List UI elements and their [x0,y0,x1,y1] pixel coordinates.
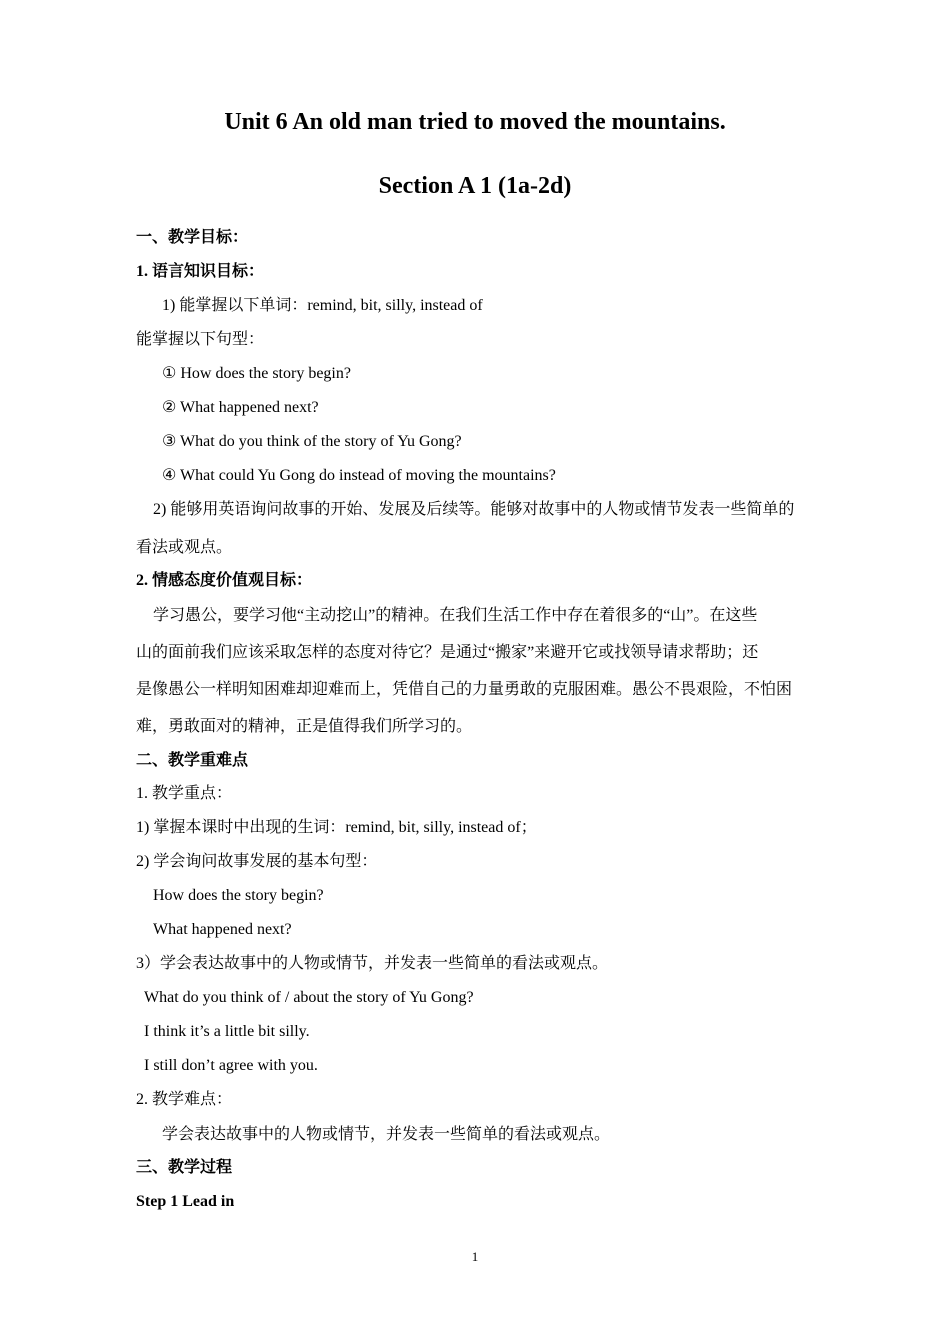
example-sentence-2: What happened next? [153,921,292,938]
list-item-pattern-2: ② What happened next? [162,399,319,416]
paragraph-values-line-4: 难，勇敢面对的精神，正是值得我们所学习的。 [136,718,473,735]
list-item-pattern-1: ① How does the story begin? [162,365,351,382]
list-item-pattern-4: ④ What could Yu Gong do instead of moving the mountains? [162,467,556,484]
paragraph-key-patterns: 2) 学会询问故事发展的基本句型： [136,853,378,870]
example-sentence-5: I still don’t agree with you. [144,1057,318,1074]
paragraph-key-vocabulary: 1) 掌握本课时中出现的生词：remind, bit, silly, instead of； [136,819,537,836]
subheading-language-knowledge: 1. 语言知识目标： [136,263,265,280]
subheading-emotional-values: 2. 情感态度价值观目标： [136,572,313,589]
section-heading-objectives: 一、教学目标： [136,229,249,246]
subheading-difficulty: 2. 教学难点： [136,1091,233,1108]
paragraph-ability-line-1: 2) 能够用英语询问故事的开始、发展及后续等。能够对故事中的人物或情节发表一些简单的 [153,501,795,518]
subheading-key-focus: 1. 教学重点： [136,785,233,802]
paragraph-vocabulary: 1) 能掌握以下单词：remind, bit, silly, instead of [162,297,483,314]
example-sentence-1: How does the story begin? [153,887,324,904]
document-title: Unit 6 An old man tried to moved the mountains. [224,109,726,135]
section-heading-key-points: 二、教学重难点 [136,752,249,769]
paragraph-sentence-patterns: 能掌握以下句型： [136,331,265,348]
section-heading-process: 三、教学过程 [136,1159,233,1176]
paragraph-values-line-3: 是像愚公一样明知困难却迎难而上，凭借自己的力量勇敢的克服困难。愚公不畏艰险，不怕困 [136,681,793,698]
paragraph-difficulty: 学会表达故事中的人物或情节，并发表一些简单的看法或观点。 [162,1126,611,1143]
paragraph-express-opinions: 3）学会表达故事中的人物或情节，并发表一些简单的看法或观点。 [136,955,609,972]
example-sentence-4: I think it’s a little bit silly. [144,1023,310,1040]
paragraph-ability-line-2: 看法或观点。 [136,539,233,556]
step-heading-lead-in: Step 1 Lead in [136,1193,235,1210]
paragraph-values-line-2: 山的面前我们应该采取怎样的态度对待它？是通过“搬家”来避开它或找领导请求帮助；还 [136,644,759,661]
page-number: 1 [471,1249,479,1264]
list-item-pattern-3: ③ What do you think of the story of Yu Gong? [162,433,462,450]
example-sentence-3: What do you think of / about the story of Yu Gong? [144,989,474,1006]
document-subtitle: Section A 1 (1a-2d) [378,173,572,199]
paragraph-values-line-1: 学习愚公，要学习他“主动挖山”的精神。在我们生活工作中存在着很多的“山”。在这些 [153,607,758,624]
